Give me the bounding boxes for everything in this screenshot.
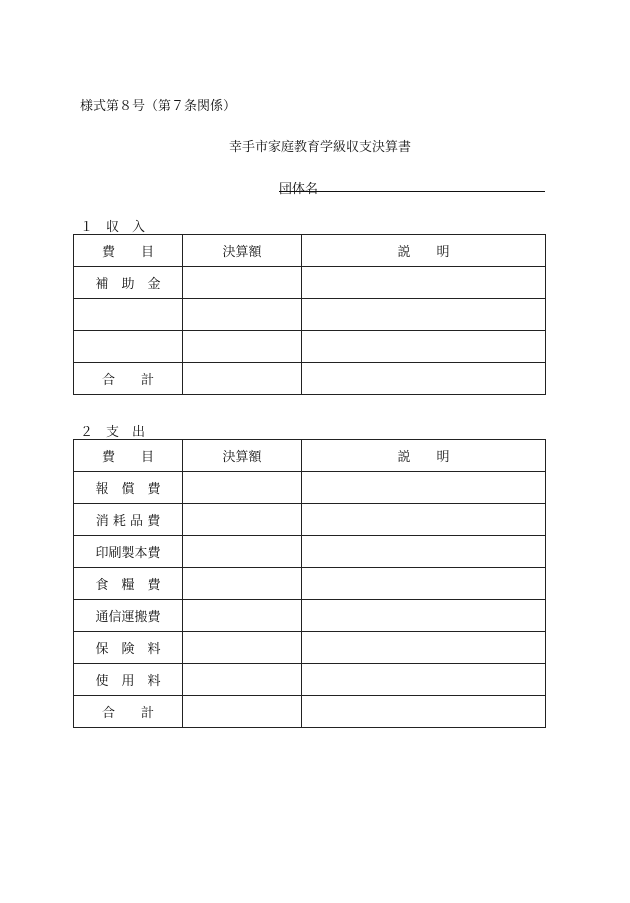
description-cell [302, 504, 546, 536]
description-cell [302, 568, 546, 600]
description-cell [302, 536, 546, 568]
row-label: 保 険 料 [74, 632, 183, 664]
organization-name-label: 団体名 [279, 182, 319, 197]
total-row [74, 696, 546, 728]
row-label [74, 299, 183, 331]
row-label: 合 計 [74, 363, 183, 395]
row-label: 印刷製本費 [74, 536, 183, 568]
amount-cell [183, 504, 302, 536]
description-cell [302, 363, 546, 395]
header-amount: 決算額 [183, 235, 302, 267]
table-row [74, 536, 546, 568]
income-heading: １ 収 入 [80, 220, 146, 235]
amount-cell [183, 472, 302, 504]
row-label: 消 耗 品 費 [74, 504, 183, 536]
organization-name-line [279, 191, 545, 192]
description-cell [302, 696, 546, 728]
table-row [74, 600, 546, 632]
table-row [74, 472, 546, 504]
amount-cell [183, 632, 302, 664]
description-cell [302, 600, 546, 632]
header-description: 説 明 [302, 440, 546, 472]
header-item: 費 目 [74, 235, 183, 267]
table-row [74, 504, 546, 536]
expense-heading: ２ 支 出 [80, 425, 146, 440]
table-row [74, 299, 546, 331]
row-label [74, 331, 183, 363]
row-label: 報 償 費 [74, 472, 183, 504]
row-label: 合 計 [74, 696, 183, 728]
description-cell [302, 472, 546, 504]
income-table [73, 234, 546, 395]
amount-cell [183, 299, 302, 331]
description-cell [302, 267, 546, 299]
row-label: 通信運搬費 [74, 600, 183, 632]
table-row [74, 568, 546, 600]
amount-cell [183, 363, 302, 395]
form-number: 様式第８号（第７条関係） [80, 99, 237, 114]
table-row [74, 632, 546, 664]
header-amount: 決算額 [183, 440, 302, 472]
table-row [74, 331, 546, 363]
amount-cell [183, 696, 302, 728]
description-cell [302, 299, 546, 331]
row-label: 使 用 料 [74, 664, 183, 696]
amount-cell [183, 600, 302, 632]
header-description: 説 明 [302, 235, 546, 267]
total-row [74, 363, 546, 395]
table-header-row [74, 440, 546, 472]
document-title: 幸手市家庭教育学級収支決算書 [228, 140, 411, 155]
table-row [74, 664, 546, 696]
row-label: 補 助 金 [74, 267, 183, 299]
header-item: 費 目 [74, 440, 183, 472]
description-cell [302, 632, 546, 664]
amount-cell [183, 267, 302, 299]
table-row [74, 267, 546, 299]
amount-cell [183, 568, 302, 600]
expense-table [73, 439, 546, 728]
amount-cell [183, 536, 302, 568]
amount-cell [183, 331, 302, 363]
row-label: 食 糧 費 [74, 568, 183, 600]
description-cell [302, 664, 546, 696]
description-cell [302, 331, 546, 363]
amount-cell [183, 664, 302, 696]
table-header-row [74, 235, 546, 267]
